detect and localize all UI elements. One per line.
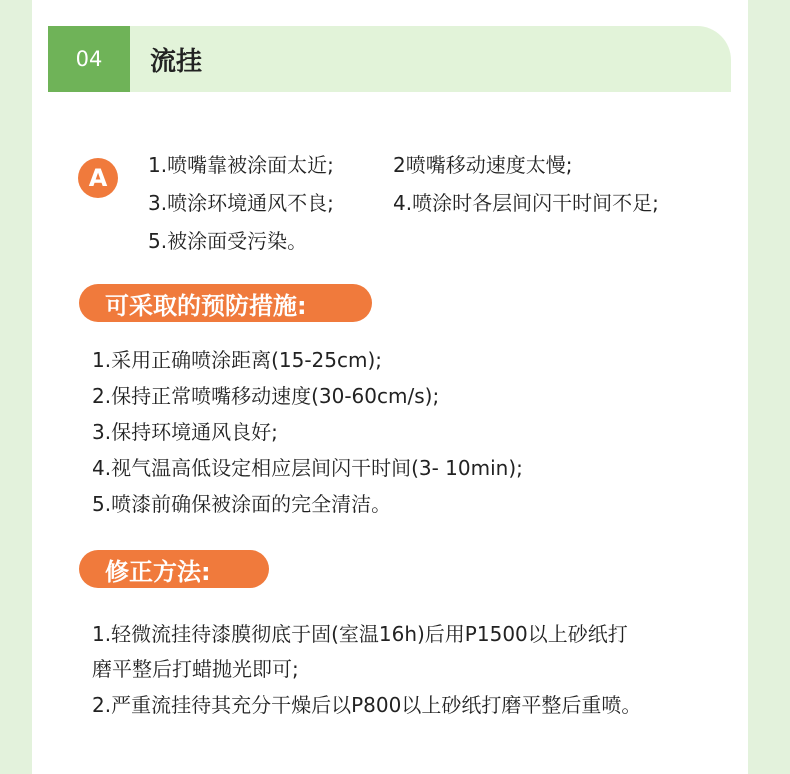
section-number: 04 [48,26,130,92]
cause-line-1-right: 2喷嘴移动速度太慢; [393,153,573,177]
cause-line-1-left: 1.喷嘴靠被涂面太近; [148,153,334,177]
prevention-item-5: 5.喷漆前确保被涂面的完全清洁。 [92,492,392,516]
prevention-item-1: 1.采用正确喷涂距离(15-25cm); [92,348,383,372]
cause-line-2-left: 3.喷涂环境通风不良; [148,191,334,215]
badge-a: A [78,158,118,198]
fix-item-1-cont: 磨平整后打蜡抛光即可; [92,657,299,681]
cause-line-2-right: 4.喷涂时各层间闪干时间不足; [393,191,659,215]
prevention-item-2: 2.保持正常喷嘴移动速度(30-60cm/s); [92,384,440,408]
prevention-heading: 可采取的预防措施: [79,284,372,322]
prevention-item-3: 3.保持环境通风良好; [92,420,278,444]
fix-item-1: 1.轻微流挂待漆膜彻底于固(室温16h)后用P1500以上砂纸打 [92,622,628,646]
cause-line-3-left: 5.被涂面受污染。 [148,229,308,253]
prevention-item-4: 4.视气温高低设定相应层间闪干时间(3- 10min); [92,456,523,480]
fix-heading: 修正方法: [79,550,269,588]
fix-item-2: 2.严重流挂待其充分干燥后以P800以上砂纸打磨平整后重喷。 [92,693,642,717]
section-title: 流挂 [150,46,203,77]
